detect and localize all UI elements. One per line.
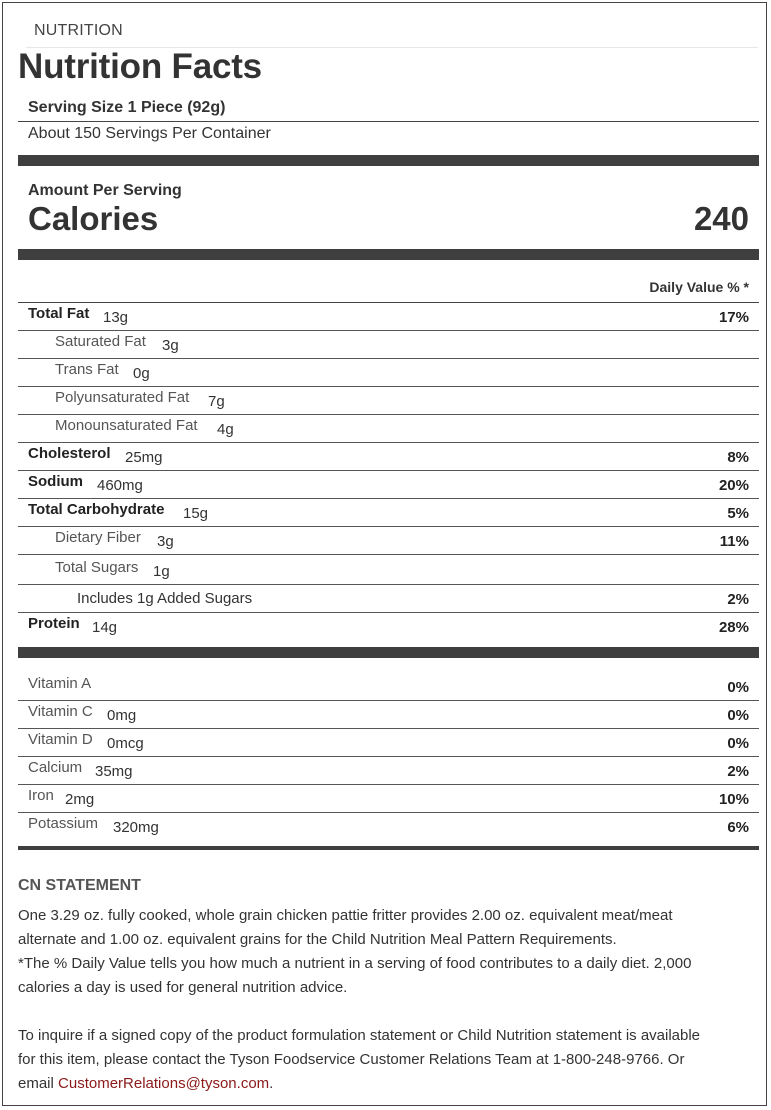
vitamin-daily-value: 2% (727, 763, 749, 780)
nutrient-row (18, 471, 759, 499)
divider (18, 121, 759, 122)
nutrient-amount: 1g (153, 563, 170, 580)
nutrient-row (18, 415, 759, 443)
vitamin-label: Vitamin A (28, 675, 92, 692)
nutrient-amount: 15g (183, 505, 209, 522)
nutrient-row (18, 443, 759, 471)
vitamin-daily-value: 6% (727, 819, 749, 836)
vitamin-amount: 35mg (95, 763, 133, 780)
nutrient-row (18, 303, 759, 331)
vitamin-row (18, 729, 759, 757)
thick-divider (18, 155, 759, 166)
inquiry-suffix: . (269, 1075, 274, 1092)
thick-divider (18, 249, 759, 260)
nutrient-row (18, 613, 759, 641)
vitamin-row (18, 785, 759, 813)
nutrient-amount: 460mg (97, 477, 143, 494)
vitamin-row (18, 813, 759, 841)
servings-per-container: About 150 Servings Per Container (28, 125, 271, 142)
email-link[interactable]: CustomerRelations@tyson.com (58, 1075, 270, 1092)
nutrient-label: Cholesterol (28, 445, 111, 462)
nutrient-amount: 3g (162, 337, 179, 354)
nutrient-amount: 13g (103, 309, 129, 326)
vitamin-label: Vitamin D (28, 731, 93, 748)
daily-value-header: Daily Value % * (649, 279, 749, 295)
nutrient-label: Trans Fat (55, 361, 119, 378)
cn-body-line: One 3.29 oz. fully cooked, whole grain chicken pattie fritter provides 2.00 oz. equivalent meat/meat (18, 907, 673, 924)
nutrient-amount: 3g (157, 533, 174, 550)
nutrient-daily-value: 17% (718, 309, 749, 326)
nutrient-daily-value: 11% (719, 533, 749, 550)
inquiry-line: for this item, please contact the Tyson Foodservice Customer Relations Team at 1-800-248-9766. Or (18, 1051, 685, 1068)
nutrient-daily-value: 5% (727, 505, 749, 522)
nutrient-label: Polyunsaturated Fat (55, 389, 190, 406)
calories-value: 240 (693, 200, 749, 237)
vitamin-daily-value: 0% (727, 735, 749, 752)
thick-divider (18, 647, 759, 658)
nutrient-label: Saturated Fat (55, 333, 146, 350)
nutrient-row (18, 557, 759, 585)
vitamin-daily-value: 10% (718, 791, 749, 808)
cn-body-line: alternate and 1.00 oz. equivalent grains for the Child Nutrition Meal Pattern Requirements. (18, 931, 617, 948)
inquiry-statement (18, 1024, 753, 1096)
nutrient-label: Total Carbohydrate (28, 501, 165, 518)
inquiry-email-prefix: email (18, 1075, 59, 1092)
vitamin-label: Vitamin C (28, 703, 93, 720)
nutrient-row (18, 585, 759, 613)
nutrient-label: Includes 1g Added Sugars (77, 590, 253, 607)
daily-value-note: calories a day is used for general nutrition advice. (18, 979, 348, 996)
nutrient-row (18, 527, 759, 555)
vitamin-amount: 2mg (65, 791, 95, 808)
vitamin-row (18, 673, 759, 701)
vitamin-amount: 320mg (113, 819, 159, 836)
nutrient-label: Total Fat (28, 305, 90, 322)
nutrient-row (18, 387, 759, 415)
row-divider (18, 554, 759, 555)
nutrient-row (18, 499, 759, 527)
nutrient-amount: 14g (92, 619, 118, 636)
thick-divider (18, 846, 759, 850)
nutrient-label: Total Sugars (55, 559, 139, 576)
calories-label: Calories (28, 200, 159, 237)
page-title: Nutrition Facts (18, 47, 262, 86)
nutrient-label: Monounsaturated Fat (55, 417, 198, 434)
nutrient-amount: 25mg (125, 449, 163, 466)
nutrient-row (18, 359, 759, 387)
vitamin-amount: 0mcg (107, 735, 144, 752)
nutrient-label: Dietary Fiber (55, 529, 141, 546)
nutrient-daily-value: 8% (727, 449, 749, 466)
inquiry-line: To inquire if a signed copy of the product formulation statement or Child Nutrition statement is available (18, 1027, 701, 1044)
nutrient-daily-value: 28% (718, 619, 749, 636)
cn-statement-title: CN STATEMENT (18, 877, 141, 894)
cn-statement-body (18, 904, 753, 1000)
section-label: NUTRITION (34, 22, 123, 39)
vitamin-label: Iron (28, 787, 54, 804)
nutrient-label: Protein (28, 615, 80, 632)
vitamin-label: Potassium (28, 815, 99, 832)
vitamin-row (18, 701, 759, 729)
nutrient-row (18, 331, 759, 359)
nutrient-label: Sodium (28, 473, 83, 490)
inquiry-line (18, 1072, 753, 1096)
nutrient-daily-value: 20% (718, 477, 749, 494)
nutrient-amount: 0g (133, 365, 150, 382)
vitamin-daily-value: 0% (727, 707, 749, 724)
nutrient-daily-value: 2% (727, 591, 749, 608)
nutrient-amount: 4g (217, 421, 234, 438)
daily-value-note: *The % Daily Value tells you how much a nutrient in a serving of food contributes to a daily diet. 2,000 (18, 955, 692, 972)
serving-size: Serving Size 1 Piece (92g) (28, 99, 226, 116)
vitamin-amount: 0mg (107, 707, 137, 724)
vitamin-label: Calcium (28, 759, 83, 776)
vitamin-daily-value: 0% (727, 679, 749, 696)
amount-per-serving-label: Amount Per Serving (28, 182, 182, 199)
vitamin-row (18, 757, 759, 785)
nutrient-amount: 7g (208, 393, 225, 410)
